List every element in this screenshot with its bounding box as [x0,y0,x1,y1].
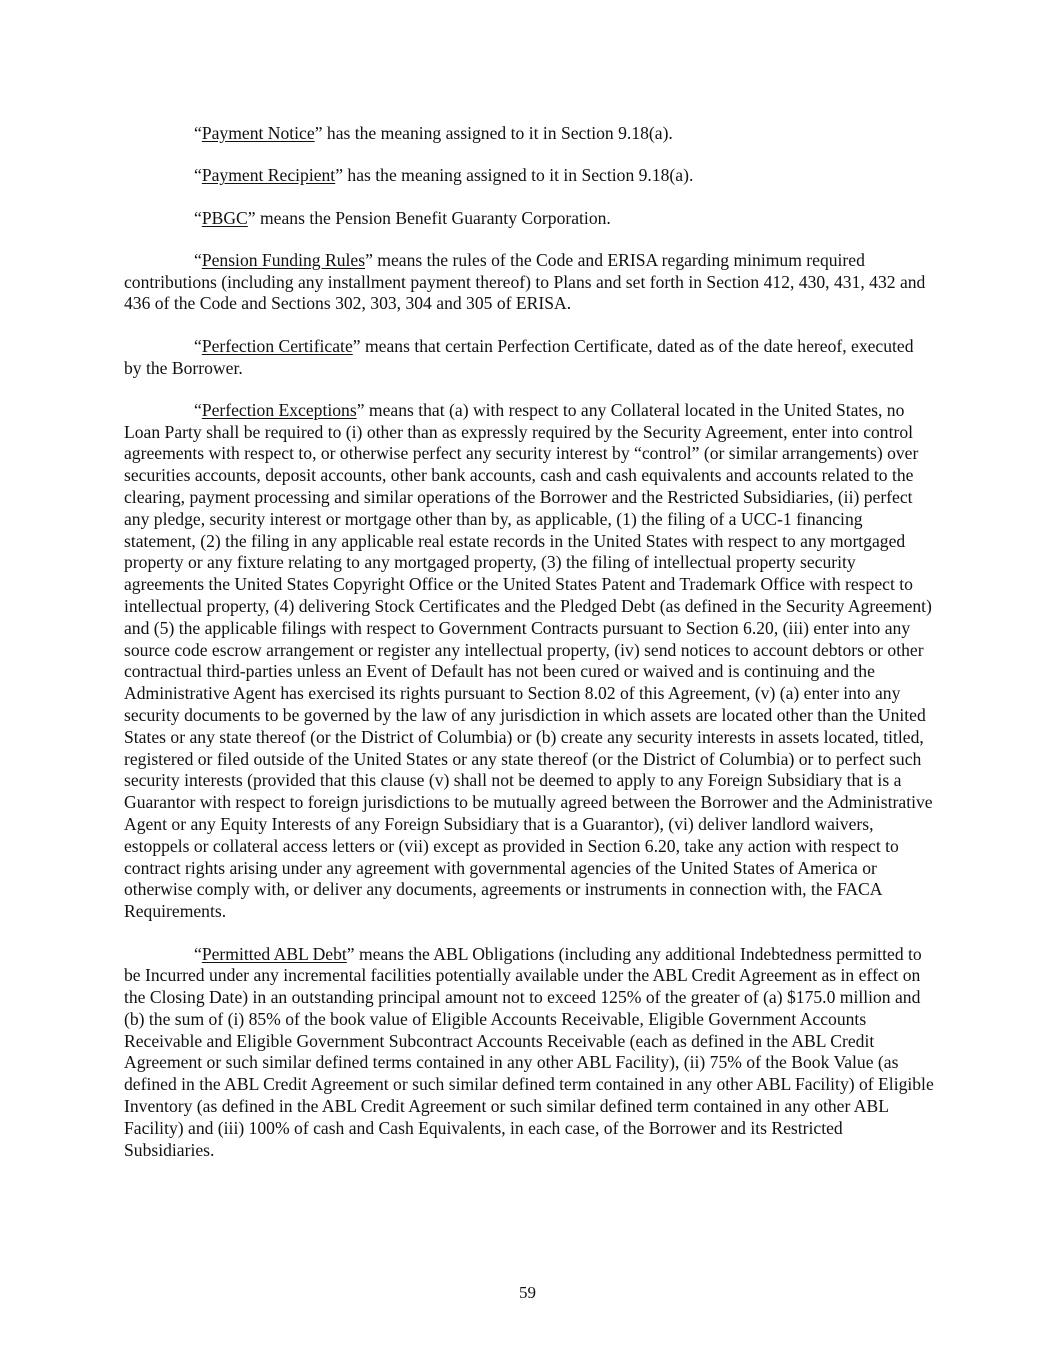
page-number: 59 [519,1283,536,1302]
defined-term: Payment Recipient [201,165,336,186]
definition-perfection-certificate [124,336,934,380]
defined-term: Perfection Exceptions [201,399,357,420]
document-page [124,123,934,1182]
definition-payment-notice [124,123,934,145]
definition-pbgc [124,208,934,230]
open-quote: “ [194,207,202,228]
open-quote: “ [194,335,202,356]
defined-term: PBGC [201,207,248,228]
defined-term: Perfection Certificate [201,335,353,356]
open-quote: “ [194,123,202,143]
definition-text: ” means the rules of the Code and ERISA regarding minimum required contributions (including any installment payment thereof) to Plans and set forth in Section 412, 430, 431, 432 and 436 of the Code and Sections 302, 303, 304 and 305 of ERISA. [124,249,926,314]
definition-text: ” has the meaning assigned to it in Section 9.18(a). [335,165,694,186]
definition-permitted-abl-debt [124,944,934,1162]
definition-text: ” means the ABL Obligations (including any additional Indebtedness permitted to be Incurred under any incremental facilities potentially available under the ABL Credit Agreement as in effect on the Closing Date) in an outstanding principal amount not to exceed 125% of the greater of (a) $175.0 million and (b) the sum of (i) 85% of the book value of Eligible Accounts Receivable, Eligible Government Accounts Receivable and Eligible Government Subcontract Accounts Receivable (each as defined in the ABL Credit Agreement or such similar defined terms contained in any other ABL Facility), (ii) 75% of the Book Value (as defined in the ABL Credit Agreement or such similar defined term contained in any other ABL Facility) of Eligible Inventory (as defined in the ABL Credit Agreement or such similar defined term contained in any other ABL Facility) and (iii) 100% of cash and Cash Equivalents, in each case, of the Borrower and its Restricted Subsidiaries. [124,943,934,1160]
definition-text: ” means the Pension Benefit Guaranty Corporation. [247,207,611,228]
open-quote: “ [194,249,202,270]
definition-text: ” means that (a) with respect to any Collateral located in the United States, no Loan Party shall be required to (i) other than as expressly required by the Security Agreement, enter into control agreements with respect to, or otherwise perfect any security interest by “control” (or similar arrangements) over securities accounts, deposit accounts, other bank accounts, cash and cash equivalents and accounts related to the clearing, payment processing and similar operations of the Borrower and the Restricted Subsidiaries, (ii) perfect any pledge, security interest or mortgage other than by, as applicable, (1) the filing of a UCC-1 financing statement, (2) the filing in any applicable real estate records in the United States with respect to any mortgaged property or any fixture relating to any mortgaged property, (3) the filing of intellectual property security agreements the United States Copyright Office or the United States Patent and Trademark Office with respect to intellectual property, (4) delivering Stock Certificates and the Pledged Debt (as defined in the Security Agreement) and (5) the applicable filings with respect to Government Contracts pursuant to Section 6.20, (iii) enter into any source code escrow arrangement or register any intellectual property, (iv) send notices to account debtors or other contractual third-parties unless an Event of Default has not been cured or waived and is continuing and the Administrative Agent has exercised its rights pursuant to Section 8.02 of this Agreement, (v) (a) enter into any security documents to be governed by the law of any jurisdiction in which assets are located other than the United States or any state thereof (or the District of Columbia) or (b) create any security interests in assets located, titled, registered or filed outside of the United States or any state thereof (or the District of Columbia) or to perfect such security interests (provided that this clause (v) shall not be deemed to apply to any Foreign Subsidiary that is a Guarantor with respect to foreign jurisdictions to be mutually agreed between the Borrower and the Administrative Agent or any Equity Interests of any Foreign Subsidiary that is a Guarantor), (vi) deliver landlord waivers, estoppels or collateral access letters or (vii) except as provided in Section 6.20, take any action with respect to contract rights arising under any agreement with governmental agencies of the United States of America or otherwise comply with, or deliver any documents, agreements or instruments in connection with, the FACA Requirements. [124,399,933,922]
defined-term: Payment Notice [201,123,315,143]
definition-text: ” has the meaning assigned to it in Section 9.18(a). [314,123,673,143]
open-quote: “ [194,399,202,420]
definition-perfection-exceptions [124,400,934,923]
definition-pension-funding-rules [124,250,934,315]
defined-term: Pension Funding Rules [201,249,366,270]
open-quote: “ [194,165,202,186]
open-quote: “ [194,943,202,964]
defined-term: Permitted ABL Debt [201,943,347,964]
definition-text: ” means that certain Perfection Certificate, dated as of the date hereof, executed by the Borrower. [124,335,914,378]
definition-payment-recipient [124,165,934,187]
